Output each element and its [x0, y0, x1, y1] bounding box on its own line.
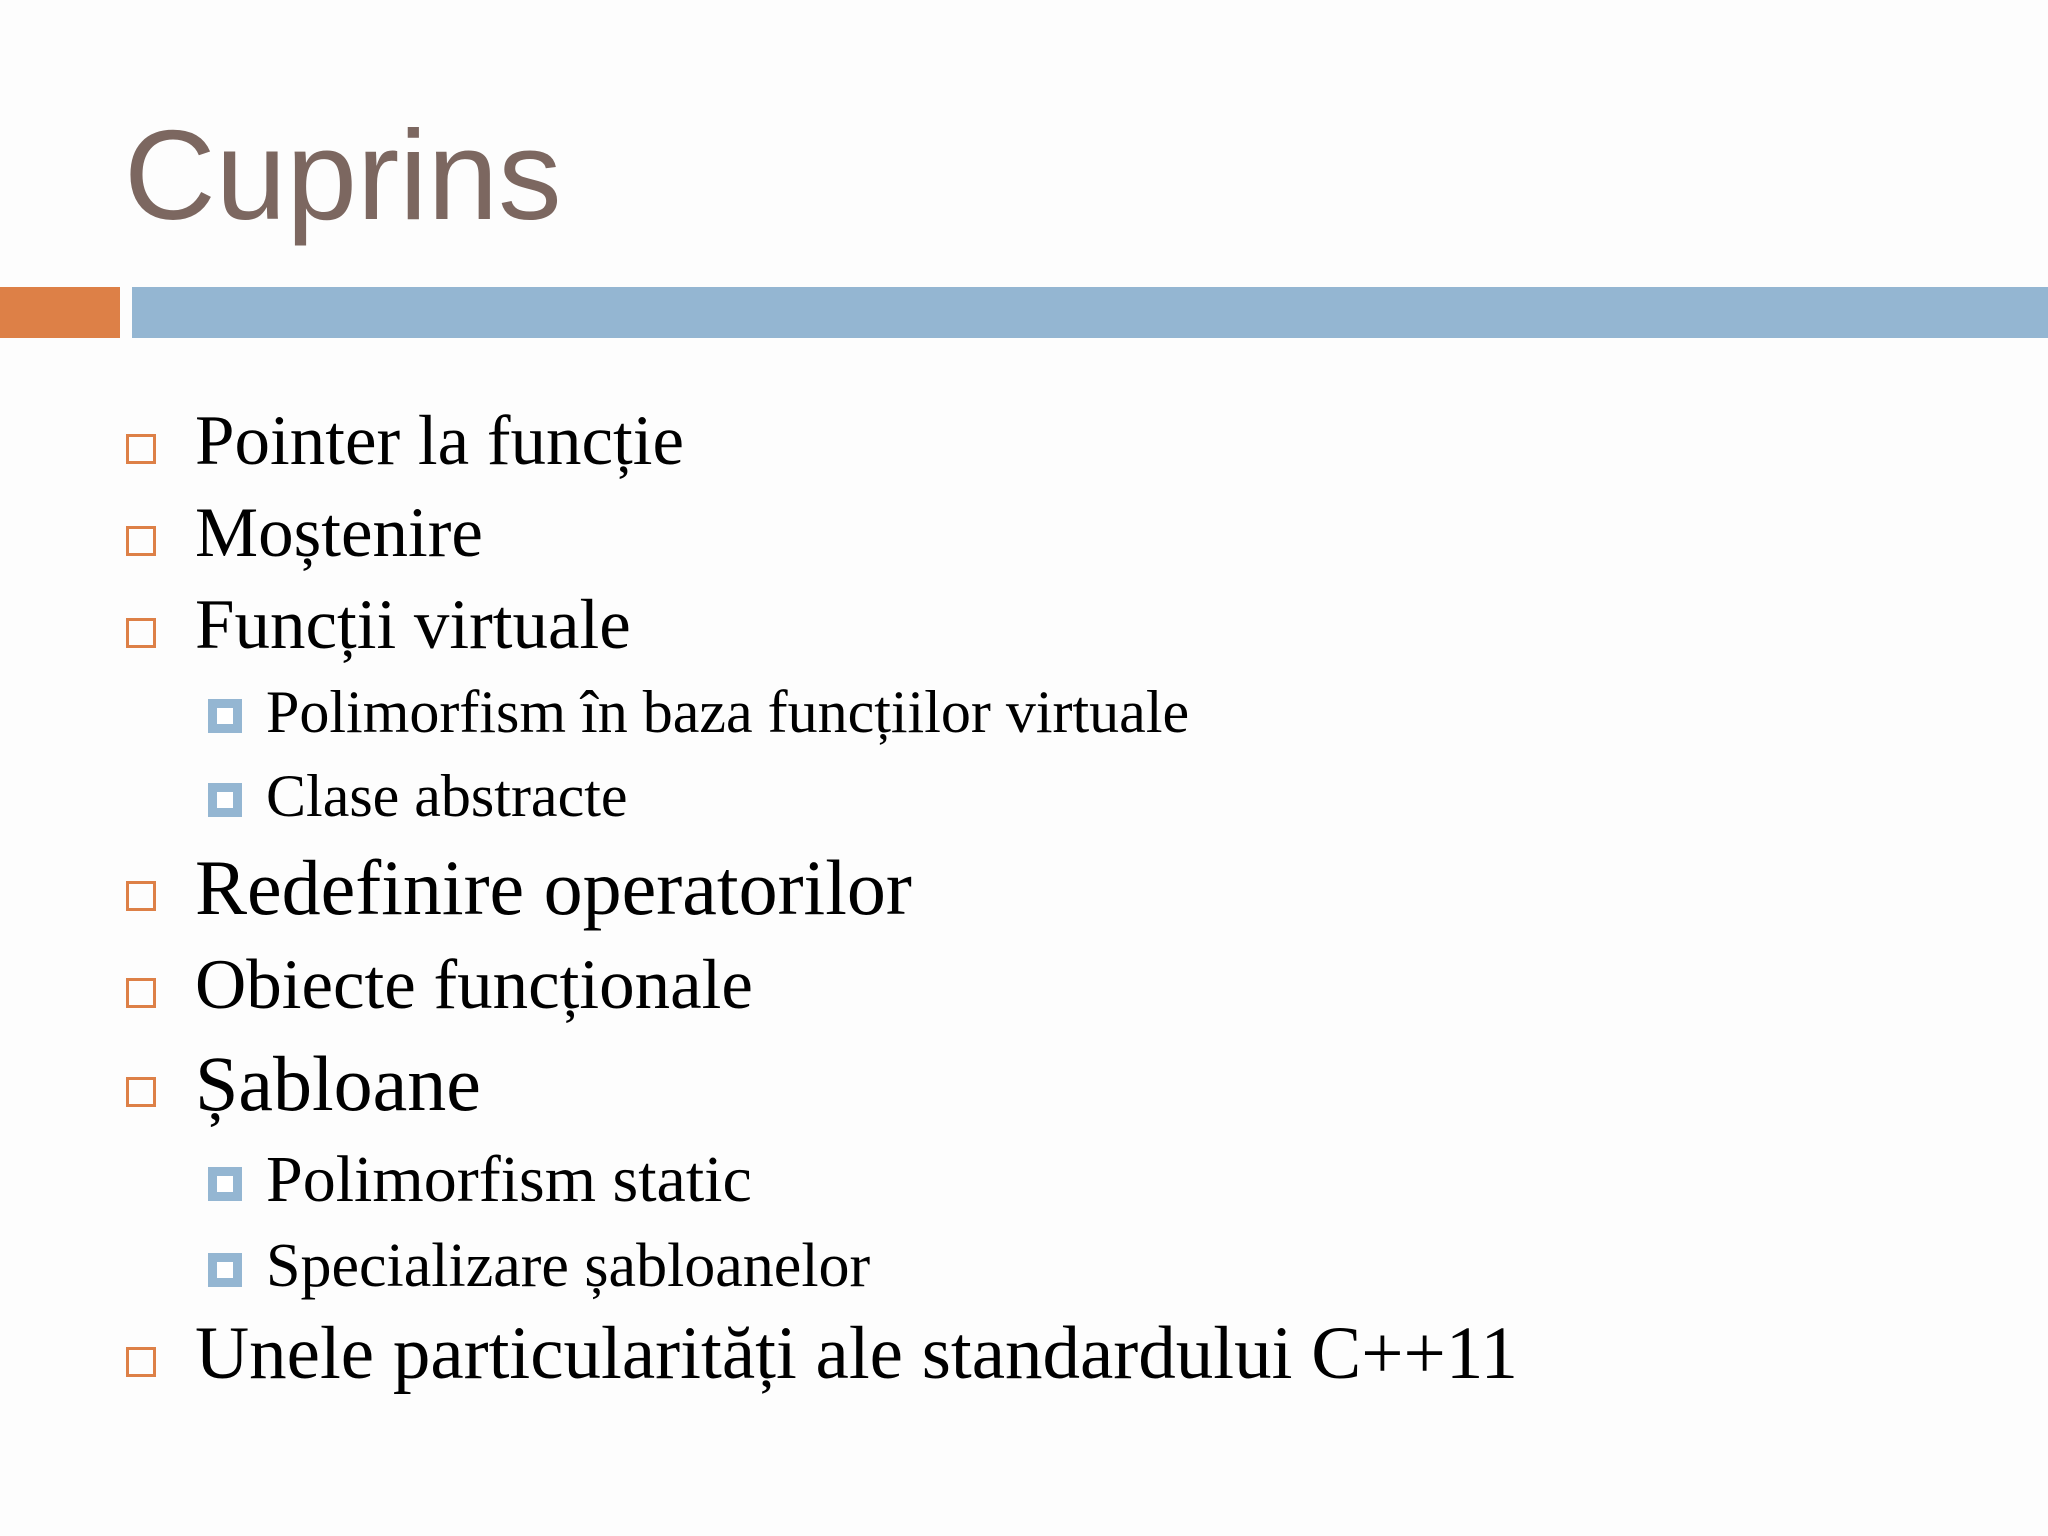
- list-item: [126, 838, 912, 938]
- list-item-label: Funcții virtuale: [195, 585, 631, 664]
- list-item-label: Redefinire operatorilor: [195, 844, 912, 931]
- list-item: [126, 488, 483, 578]
- list-item: [208, 672, 1189, 752]
- hollow-square-icon: [126, 881, 156, 911]
- list-item-label: Polimorfism în baza funcțiilor virtuale: [266, 678, 1190, 745]
- title-divider-bar: [132, 287, 2048, 338]
- list-item: [208, 756, 628, 836]
- list-item-label: Moștenire: [195, 493, 483, 572]
- list-item: [126, 1306, 1518, 1402]
- hollow-square-icon: [126, 978, 156, 1008]
- filled-square-icon: [208, 1167, 242, 1201]
- filled-square-icon: [208, 699, 242, 733]
- hollow-square-icon: [126, 618, 156, 648]
- list-item-label: Unele particularități ale standardului C++11: [195, 1312, 1519, 1395]
- list-item-label: Polimorfism static: [266, 1143, 752, 1216]
- list-item: [126, 1034, 481, 1134]
- list-item-label: Șabloane: [195, 1040, 481, 1127]
- list-item: [126, 940, 753, 1030]
- filled-square-icon: [208, 1253, 242, 1287]
- list-item-label: Pointer la funcție: [195, 401, 684, 480]
- slide-title: Cuprins: [124, 104, 562, 246]
- list-item-label: Clase abstracte: [266, 762, 628, 829]
- hollow-square-icon: [126, 1347, 156, 1377]
- list-item: [126, 396, 684, 486]
- list-item: [126, 580, 631, 670]
- filled-square-icon: [208, 783, 242, 817]
- list-item: [208, 1226, 870, 1306]
- list-item-label: Obiecte funcționale: [195, 945, 753, 1024]
- hollow-square-icon: [126, 526, 156, 556]
- title-accent-bar: [0, 287, 120, 338]
- hollow-square-icon: [126, 434, 156, 464]
- hollow-square-icon: [126, 1077, 156, 1107]
- list-item: [208, 1138, 752, 1222]
- list-item-label: Specializare șabloanelor: [266, 1231, 871, 1300]
